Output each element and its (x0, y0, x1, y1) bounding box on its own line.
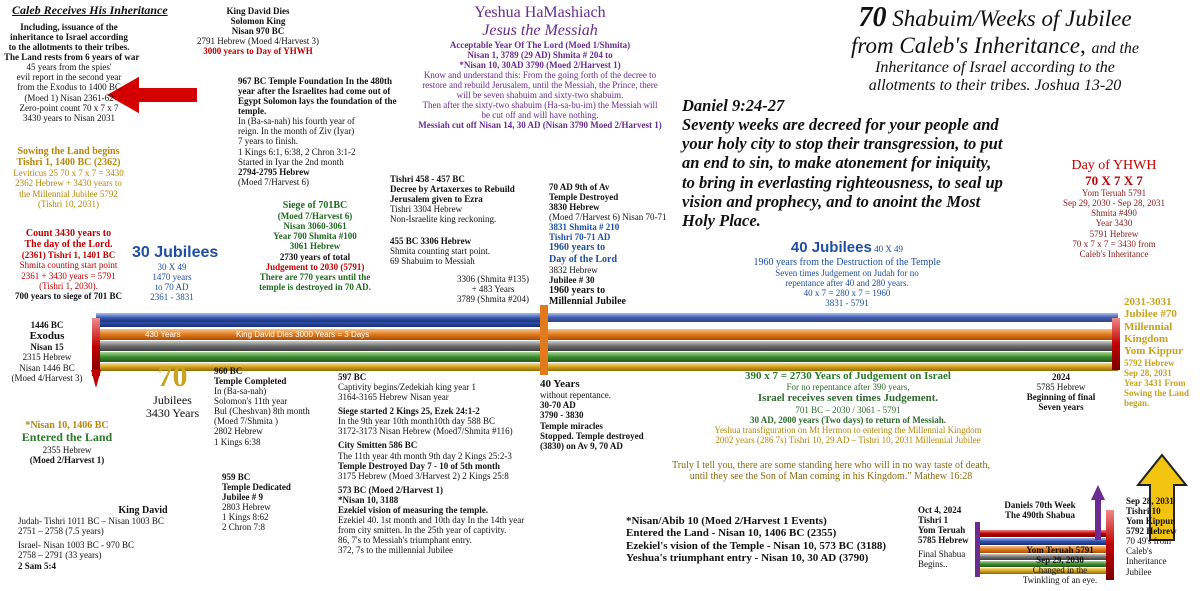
timeline-bar-green (96, 352, 1118, 362)
entered-land-block: *Nisan 10, 1406 BC Entered the Land 2355 Hebrew (Moed 2/Harvest 1) (21, 420, 113, 465)
label-david-dies: King David Dies 3000 Years = 3 Days (236, 330, 370, 339)
title-line2: from Caleb's Inheritance, (851, 33, 1086, 59)
yt5791-block: Yom Teruah 5791 Sep 29, 2030 Changed in the Twinkling of an eye. (1022, 545, 1098, 586)
caleb-block: Including, issuance of the inheritance to Israel according to the allotments to their tribes. The Land rests from 6 years of war 45 years from the spies' evil report in the second year from the Exodus to 1400 BC (Moed 1) Nisan 2361-62 Zero-point count 70 x 7 x 7 3430 years to Nisan 2031 (4, 22, 140, 123)
label-430-years: 430 Years (145, 330, 181, 339)
ad70-block: 70 AD 9th of Av Temple Destroyed 3830 Hebrew (Moed 7/Harvest 6) Nisan 70-71 3831 Shmita # 210 Tishri 70-71 AD 1960 years to Day of the Lord 3832 Hebrew Jubilee # 30 1960 years to Millennial Jubilee (549, 182, 667, 308)
jubilees70-block: 70 Jubilees 3430 Years (145, 360, 200, 421)
day-yhwh-block: Day of YHWH 70 X 7 X 7 Yom Teruah 5791 Sep 29, 2030 - Sep 28, 2031 Shmita #490 Year 3430 5791 Hebrew 70 x 7 x 7 = 3430 from Caleb's Inheritance (1063, 158, 1165, 259)
title-line1: Shabuim/Weeks of Jubilee (892, 6, 1132, 31)
title-line3: Inheritance of Israel according to the (875, 59, 1115, 77)
judgement2730-block: 390 x 7 = 2730 Years of Judgement on Israel For no repentance after 390 years, Israel receives seven times Judgement. 701 BC – 2030 / 3061 - 5791 30 AD, 2000 years (Two days) to return of Messiah. Yeshua transfiguration on Mt Hermon to entering the Millennial Kingdom 2002 years (286 7s) Tishri 10, 29 AD – Tishri 10, 2031 Millennial Jubilee (714, 370, 982, 445)
y2024-block: 2024 5785 Hebrew Beginning of final Seven years (1026, 372, 1096, 413)
exodus-arrow-down (91, 370, 101, 388)
mini-bar-blue (978, 538, 1106, 545)
david-dies-block: King David Dies Solomon King Nisan 970 BC 2791 Hebrew (Moed 4/Harvest 3) 3000 years to Day of YHWH (197, 6, 319, 57)
daniels70-block: Daniels 70th Week The 490th Shabua (1004, 500, 1076, 521)
quote-block: Truly I tell you, there are some standing here who will in no way taste of death, until they see the Son of Man coming in his Kingdom.” Mathew 16:28 (672, 460, 990, 483)
bc455-block: 455 BC 3306 Hebrew Shmita counting start point. 69 Shabuim to Messiah (390, 236, 490, 267)
siege701-block: Siege of 701BC (Moed 7/Harvest 6) Nisan 3060-3061 Year 700 Shmita #100 3061 Hebrew 2730 years of total Judgement to 2030 (5791) There are 770 years until the temple is destroyed in 70 AD. (259, 200, 371, 292)
shmita-calc-block: 3306 (Shmita #135) + 483 Years 3789 (Shmita #204) (457, 274, 529, 305)
yeshua-block: Yeshua HaMashiach Jesus the Messiah Acceptable Year Of The Lord (Moed 1/Shmita) Nisan 1, 3789 (29 AD) Shmita # 204 to *Nisan 10, 30AD 3790 (Moed 2/Harvest 1) Know and understand this: From the going forth of the decree to restore and rebuild Jerusalem, until the Messiah, the Prince, there will be seven shabuim and sixty-two shabuim. Then after the sixty-two shabuim (Ha-sa-bu-im) the Messiah will be cut off and will have nothing. Messiah cut off Nisan 14, 30 AD (Nisan 3790 Moed 2/Harvest 1) (418, 4, 662, 131)
mini-end-marker (1106, 510, 1114, 580)
end-marker (1112, 318, 1120, 370)
timeline-bar-grey (96, 341, 1118, 351)
temple-foundation-block: 967 BC Temple Foundation In the 480th year after the Israelites had come out of Egypt Solomon lays the foundation of the temple. In (Ba-sa-nah) his fourth year of reign. In the month of Ziv (Iyar) 7 years to finish. 1 Kings 6:1, 6:38, 2 Chron 3:1-2 Started in Iyar the 2nd month 2794-2795 Hebrew (Moed 7/Harvest 6) (238, 76, 397, 187)
title-and-the: and the (1091, 40, 1139, 58)
timeline-bar-blue (96, 313, 1118, 322)
captivity-block: 597 BC Captivity begins/Zedekiah king year 1 3164-3165 Hebrew Nisan year Siege started 2 Kings 25, Ezek 24:1-2 In the 9th year 10th month10th day 588 BC 3172-3173 Nisan Hebrew (Moed7/Shmita #116) City Smitten 586 BC The 11th year 4th month 9th day 2 Kings 25:2-3 Temple Destroyed Day 7 - 10 of 5th month 3175 Hebrew (Moed 3/Harvest 2) 2 Kings 25:8 573 BC (Moed 2/Harvest 1) *Nisan 10, 3188 Ezekiel vision of measuring the temple. Ezekiel 40. 1st month and 10th day In the 14th year from city smitten. In the 25th year of captivity. 86, 7's to Messiah's triumphant entry. 372, 7s to the millennial Jubilee (338, 372, 525, 556)
king-david-block: King David Judah- Tishri 1011 BC – Nisan 1003 BC 2751 – 2758 (7.5 years) Israel- Nisan 1003 BC - 970 BC 2758 – 2791 (33 years) 2 Sam 5:4 (18, 505, 168, 571)
sep2031-block: Sep 28, 2031 Tishri 10 Yom Kippur 5792 Hebrew 70 49's from Caleb's Inheritance Jubilee (1126, 496, 1177, 577)
temple-dedicated-block: 959 BC Temple Dedicated Jubilee # 9 2803 Hebrew 1 Kings 8:62 2 Chron 7:8 (222, 472, 291, 533)
jubilees40-block: 40 Jubilees 40 X 49 1960 years from the Destruction of the Temple Seven times Judgement on Judah for no repentance after 40 and 280 years. 40 x 7 = 280 x 7 = 1960 3831 - 5791 (753, 239, 941, 309)
nisan-events-block: *Nisan/Abib 10 (Moed 2/Harvest 1 Events) Entered the Land - Nisan 10, 1406 BC (2355) Ezekiel's vision of the Temple - Nisan 10, 573 BC (3188) Yeshua's triumphant entry - Nisan 10, 30 AD (3790) (626, 515, 887, 564)
mini-bar-red (978, 530, 1106, 537)
exodus-block: 1446 BC Exodus Nisan 15 2315 Hebrew Nisan 1446 BC (Moed 4/Harvest 3) (11, 320, 83, 383)
title-number: 70 (858, 2, 887, 33)
main-title (790, 2, 1200, 95)
tishri458-block: Tishri 458 - 457 BC Decree by Artaxerxes to Rebuild Jerusalem given to Ezra Tishri 3304 Hebrew Non-Israelite king reckoning. (390, 174, 515, 225)
title-line4: allotments to their tribes. Joshua 13-20 (868, 77, 1122, 95)
caleb-title: Caleb Receives His Inheritance (12, 3, 168, 17)
forty-years-block: 40 Years without repentance. 30-70 AD 3790 - 3830 Temple miracles Stopped. Temple destroyed (3830) on Av 9, 70 AD (540, 378, 644, 451)
ad70-marker (540, 305, 548, 375)
count-block: Count 3430 years to The day of the Lord. (2361) Tishri 1, 1401 BC Shmita counting start point 2361 + 3430 years = 5791 (Tishri 1, 2030). 700 years to siege of 701 BC (15, 228, 122, 301)
jubilees30-block: 30 Jubilees 30 X 49 1470 years to 70 AD 2361 - 3831 (132, 244, 219, 303)
temple-completed-block: 960 BC Temple Completed In (Ba-sa-nah) Solomon's 11th year Bul (Cheshvan) 8th month (Moed 7/Shmita ) 2802 Hebrew 1 Kings 6:38 (214, 366, 310, 447)
oct2024-block: Oct 4, 2024 Tishri 1 Yom Teruah 5785 Hebrew Final Shabua Begins.. (918, 505, 969, 570)
daniel-block: Daniel 9:24-27 Seventy weeks are decreed for your people and your holy city to stop their transgression, to put an end to sin, to make atonement for iniquity, to bring in everlasting righteousness, to seal up vision and prophecy, and to anoint the Most Holy Place. (682, 96, 1003, 230)
exodus-marker (92, 318, 100, 376)
sowing-block: Sowing the Land begins Tishri 1, 1400 BC (2362) Leviticus 25 70 x 7 x 7 = 3430 2362 Hebrew + 3430 years to the Millennial Jubilee 5792 (Tishri 10, 2031) (13, 146, 124, 209)
millennial-block: 2031-3031 Jubilee #70 Millennial Kingdom Yom Kippur 5792 Hebrew Sep 28, 2031 Year 3431 From Sowing the Land began. (1124, 296, 1190, 408)
